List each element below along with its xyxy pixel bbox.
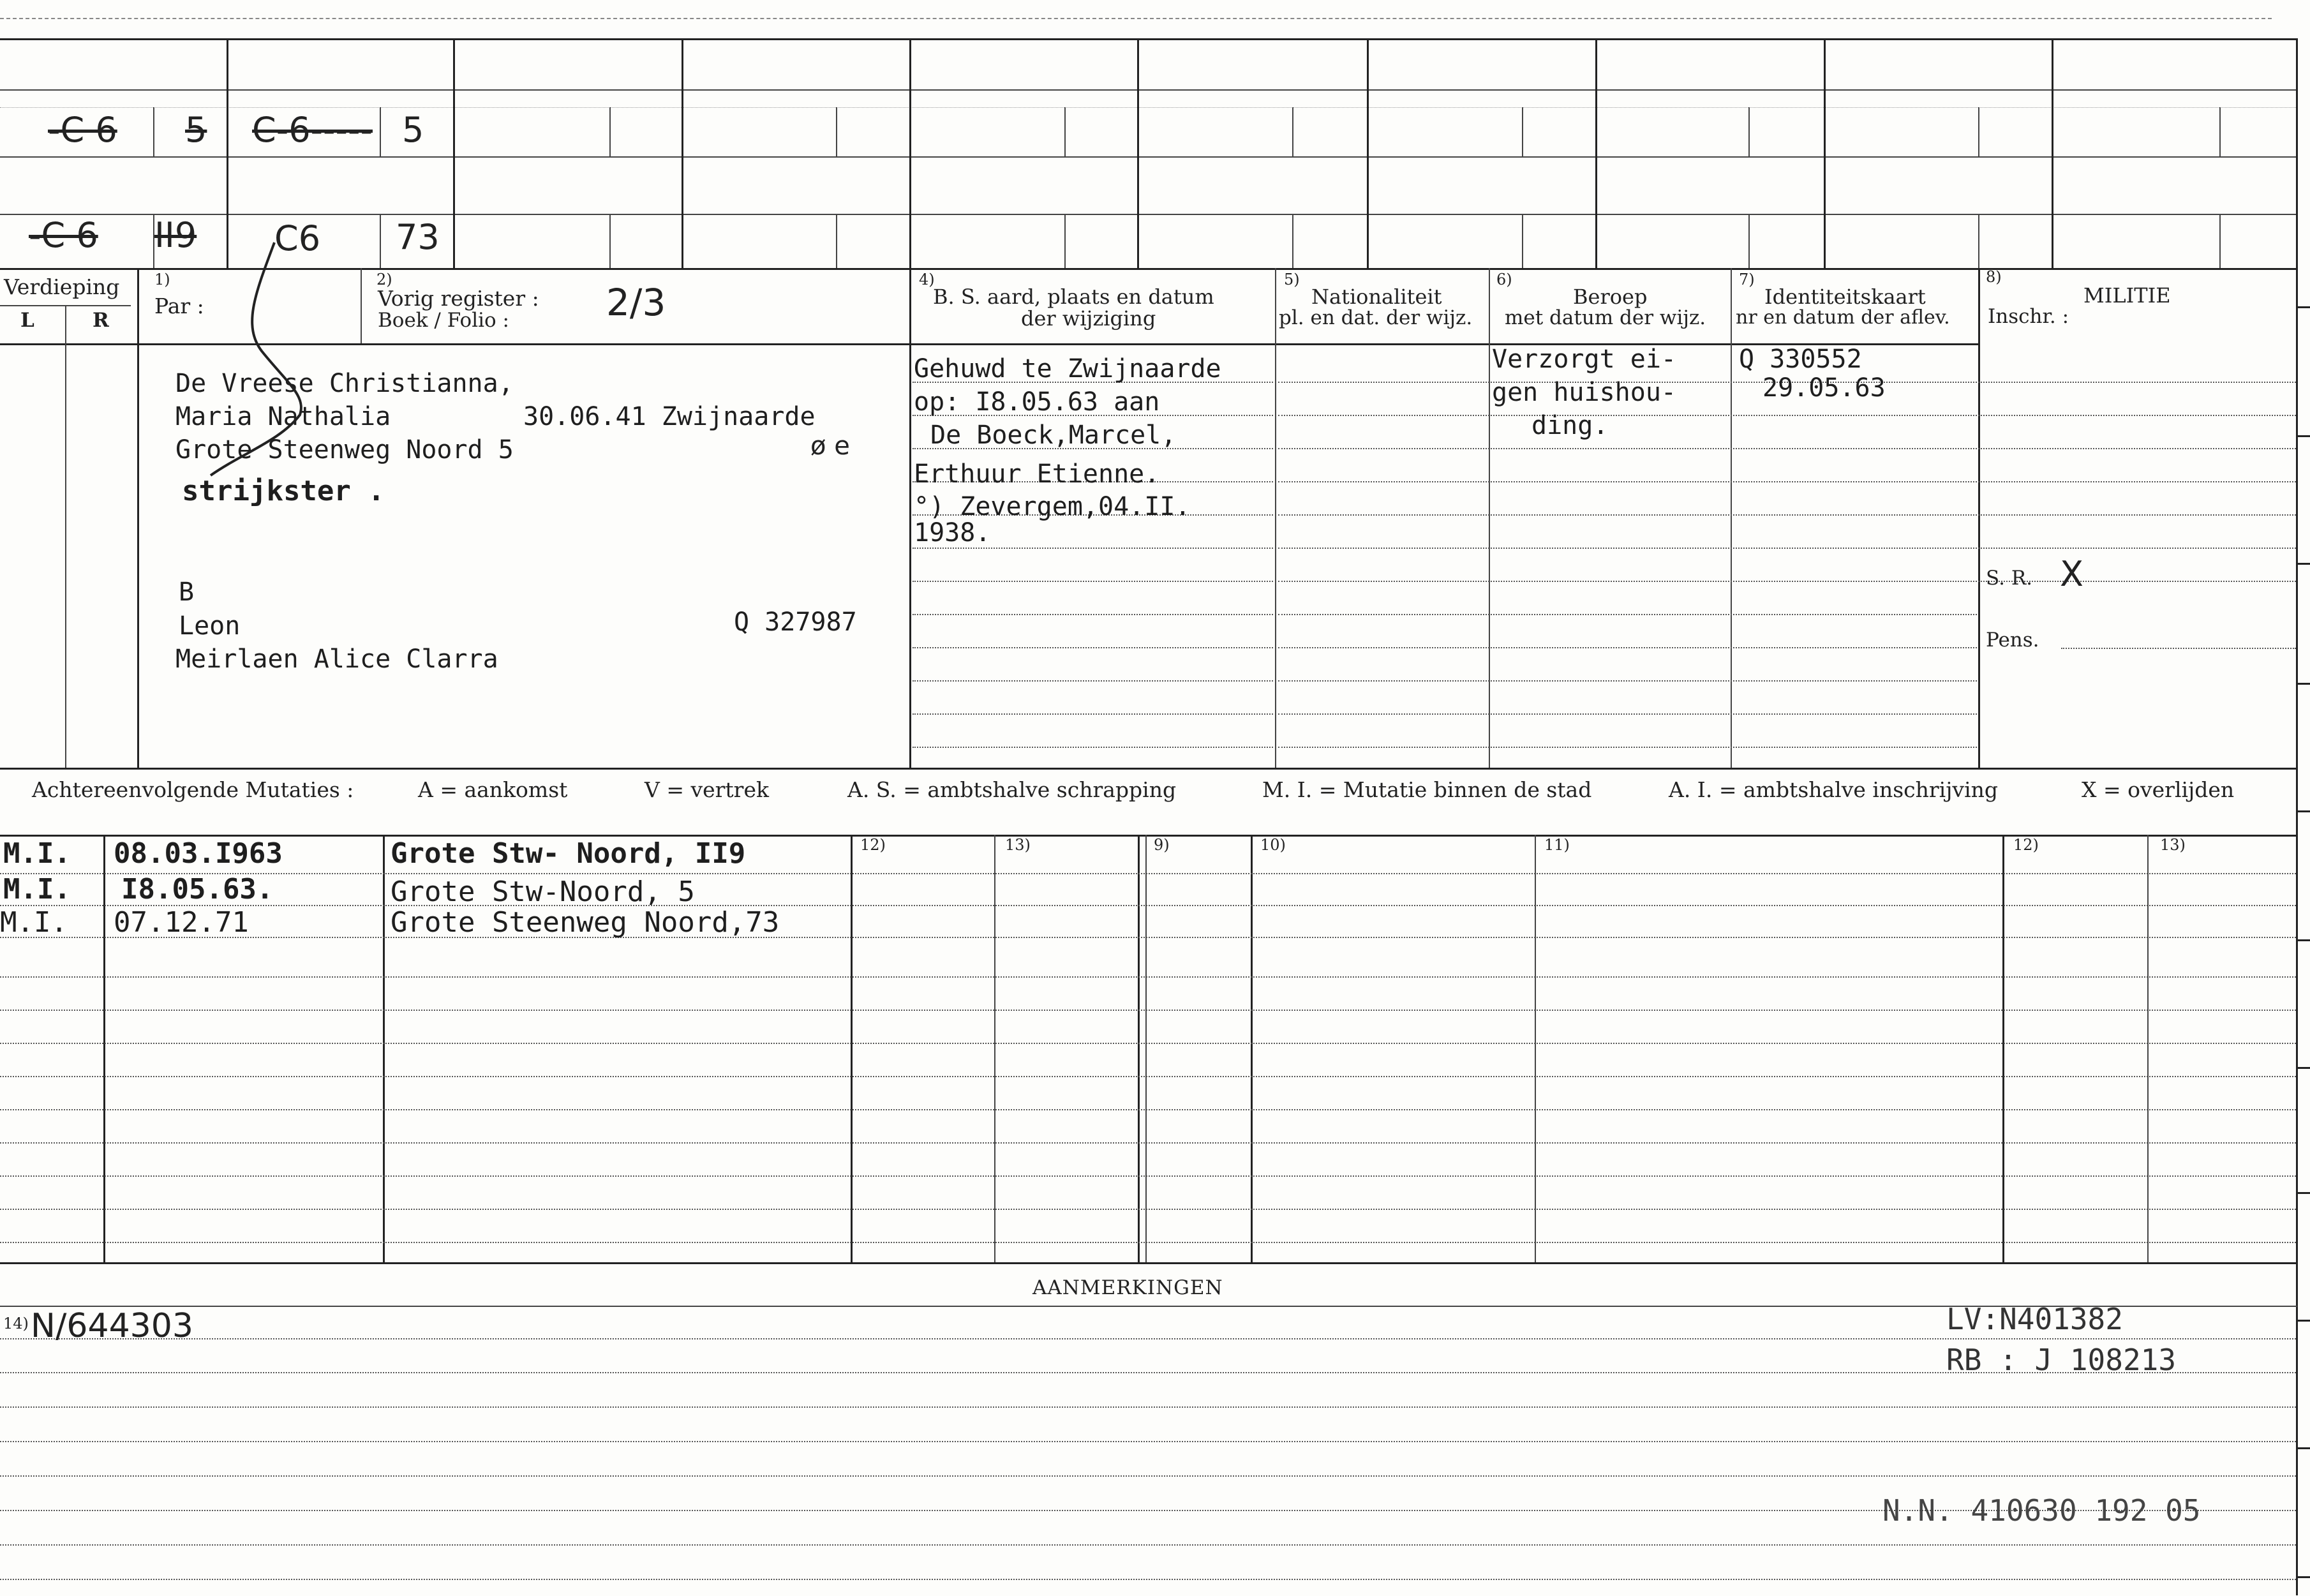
civil-status-line-4: Erthuur Etienne. bbox=[914, 459, 1160, 489]
militie-label: MILITIE bbox=[2083, 283, 2171, 308]
sr-value: X bbox=[2060, 554, 2083, 594]
beroep-label-1: Beroep bbox=[1573, 285, 1648, 309]
bs-label-2: der wijziging bbox=[1021, 306, 1156, 331]
legend-aankomst: A = aankomst bbox=[418, 777, 568, 802]
person-line-1: De Vreese Christianna, bbox=[175, 369, 514, 398]
pen-stroke-icon bbox=[204, 236, 332, 479]
bs-label-1: B. S. aard, plaats en datum bbox=[933, 285, 1214, 309]
person-given-names: Maria Nathalia bbox=[175, 402, 391, 431]
mutation-type: M.I. bbox=[3, 837, 71, 870]
verdieping-label: Verdieping bbox=[4, 274, 120, 299]
person-address: Grote Steenweg Noord 5 bbox=[175, 435, 514, 465]
beroep-line-3: ding. bbox=[1531, 411, 1609, 440]
vorig-register-label: Vorig register : bbox=[378, 286, 539, 311]
aanmerkingen-ref: N/644303 bbox=[31, 1307, 193, 1345]
field-2-number: 2) bbox=[376, 271, 392, 288]
mut-header-13a: 13) bbox=[1005, 836, 1031, 854]
inschr-label: Inschr. : bbox=[1988, 305, 2069, 328]
legend-mutatie: M. I. = Mutatie binnen de stad bbox=[1262, 777, 1592, 802]
nationaliteit-label-1: Nationaliteit bbox=[1311, 285, 1442, 309]
legend-title: Achtereenvolgende Mutaties : bbox=[32, 777, 354, 802]
field-7-number: 7) bbox=[1739, 271, 1755, 288]
person-b: B bbox=[179, 578, 195, 607]
grid-r2-c2: II9 bbox=[154, 215, 197, 255]
mutation-address: Grote Stw-Noord, 5 bbox=[391, 876, 695, 908]
rb-number: RB : J 108213 bbox=[1946, 1343, 2177, 1377]
civil-status-line-2: op: I8.05.63 aan bbox=[914, 387, 1160, 417]
mutation-type: M.I. bbox=[0, 906, 68, 939]
grid-r2-c3: C6 bbox=[274, 218, 321, 258]
person-occupation: strijkster . bbox=[182, 475, 385, 507]
mutation-address: Grote Stw- Noord, II9 bbox=[391, 837, 746, 870]
pens-label: Pens. bbox=[1986, 629, 2039, 652]
beroep-line-2: gen huishou- bbox=[1492, 378, 1676, 407]
sr-label: S. R. bbox=[1986, 567, 2033, 590]
r-label: R bbox=[93, 309, 109, 332]
identity-card-date: 29.05.63 bbox=[1762, 373, 1886, 403]
mutation-type: M.I. bbox=[3, 873, 71, 906]
person-mother: Meirlaen Alice Clarra bbox=[175, 645, 498, 674]
vorig-register-value: 2/3 bbox=[606, 281, 666, 324]
mut-header-11: 11) bbox=[1544, 836, 1570, 854]
grid-r1-c2: 5 bbox=[185, 110, 207, 150]
mutation-date: I8.05.63. bbox=[121, 873, 274, 906]
civil-status-line-5: °) Zevergem,04.II. bbox=[914, 492, 1191, 521]
mutation-date: 08.03.I963 bbox=[114, 837, 283, 870]
legend-schrapping: A. S. = ambtshalve schrapping bbox=[847, 777, 1177, 802]
identity-card-number: Q 330552 bbox=[1739, 345, 1862, 374]
mut-header-13b: 13) bbox=[2160, 836, 2186, 854]
aanmerkingen-title: AANMERKINGEN bbox=[1032, 1276, 1223, 1299]
mut-header-12b: 12) bbox=[2013, 836, 2039, 854]
field-5-number: 5) bbox=[1284, 271, 1300, 288]
grid-r1-c1: -C 6 bbox=[48, 110, 117, 150]
legend-overlijden: X = overlijden bbox=[2082, 777, 2235, 802]
identiteitskaart-label-2: nr en datum der aflev. bbox=[1736, 306, 1950, 329]
top-edge bbox=[0, 18, 2272, 19]
lv-number: LV:N401382 bbox=[1946, 1302, 2123, 1336]
beroep-line-1: Verzorgt ei- bbox=[1492, 345, 1676, 374]
legend-inschrijving: A. I. = ambtshalve inschrijving bbox=[1669, 777, 1999, 802]
grid-r2-c4: 73 bbox=[396, 217, 440, 257]
par-label: Par : bbox=[154, 294, 204, 318]
civil-status-line-3: De Boeck,Marcel, bbox=[930, 421, 1177, 450]
field-8-number: 8) bbox=[1986, 268, 2002, 286]
legend-vertrek: V = vertrek bbox=[645, 777, 769, 802]
person-birth: 30.06.41 Zwijnaarde bbox=[523, 402, 816, 431]
field-6-number: 6) bbox=[1496, 271, 1512, 288]
person-father: Leon bbox=[179, 611, 241, 641]
person-father-id: Q 327987 bbox=[734, 608, 857, 637]
nationaliteit-label-2: pl. en dat. der wijz. bbox=[1279, 306, 1473, 329]
mut-header-10: 10) bbox=[1260, 836, 1286, 854]
grid-r1-c4: 5 bbox=[402, 110, 424, 150]
person-mark: ø e bbox=[810, 431, 850, 461]
mutation-date: 07.12.71 bbox=[114, 906, 249, 939]
nn-number: N.N. 410630 192 05 bbox=[1882, 1493, 2201, 1528]
mut-header-12a: 12) bbox=[860, 836, 886, 854]
field-1-number: 1) bbox=[154, 271, 170, 288]
field-4-number: 4) bbox=[919, 271, 935, 288]
grid-r2-c1: -C 6 bbox=[29, 215, 98, 255]
mut-header-9: 9) bbox=[1154, 836, 1170, 854]
mutation-address: Grote Steenweg Noord,73 bbox=[391, 906, 780, 939]
l-label: L bbox=[20, 309, 34, 332]
boek-folio-label: Boek / Folio : bbox=[378, 309, 509, 332]
beroep-label-2: met datum der wijz. bbox=[1505, 306, 1706, 329]
identiteitskaart-label-1: Identiteitskaart bbox=[1764, 285, 1926, 309]
field-14-number: 14) bbox=[3, 1315, 29, 1332]
civil-status-line-1: Gehuwd te Zwijnaarde bbox=[914, 354, 1221, 384]
civil-status-line-6: 1938. bbox=[914, 518, 991, 548]
grid-r1-c3: C-6----- bbox=[252, 110, 373, 150]
